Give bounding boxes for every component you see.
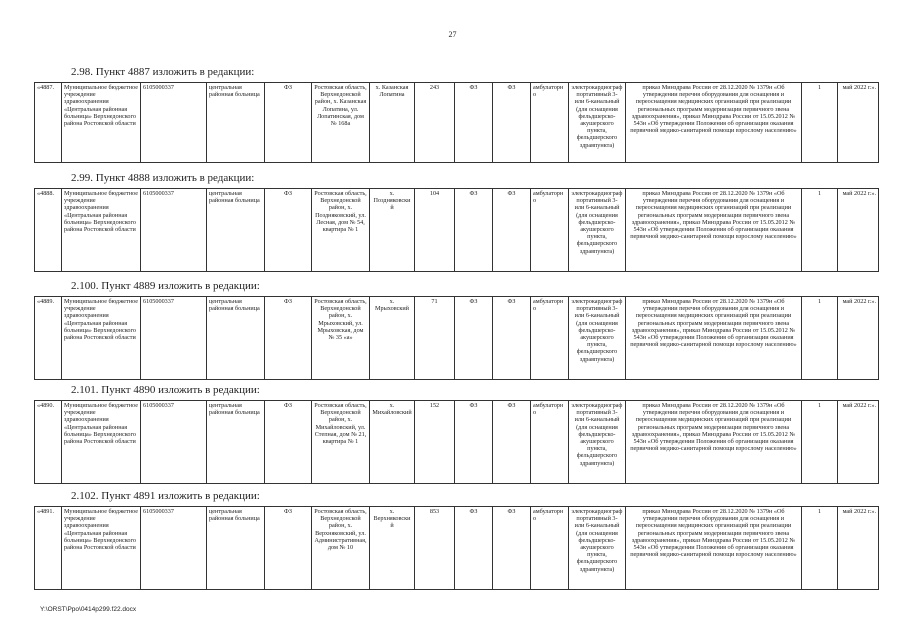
fz-mark-1-cell: ФЗ	[265, 83, 312, 163]
fz-mark-2-cell: ФЗ	[455, 297, 493, 380]
fz-mark-2-cell: ФЗ	[455, 83, 493, 163]
fz-mark-1-cell: ФЗ	[265, 189, 312, 272]
population-cell: 104	[415, 189, 455, 272]
fz-mark-2-cell: ФЗ	[455, 507, 493, 590]
fz-mark-1-cell: ФЗ	[265, 507, 312, 590]
facility-type-cell: центральная районная больница	[207, 507, 265, 590]
file-path-footer: Y:\ORST\Ppo\0414p299.f22.docx	[40, 606, 137, 613]
population-cell: 152	[415, 401, 455, 484]
legal-basis-cell: приказ Минздрава России от 28.12.2020 № 1379н «Об утверждении перечня оборудования для оснащения и переоснащения медицинских организаций при реализации региональных программ модернизации первичного звена здравоохранения», приказ Минздрава России от 15.05.2012 № 543н «Об утверждении Положения об организации оказания первичной медико-санитарной помощи взрослому населению»	[626, 83, 802, 163]
care-form-cell: амбулаторно	[531, 83, 569, 163]
amendment-table	[34, 188, 879, 272]
quantity-cell: 1	[802, 401, 838, 484]
item-number-cell: «4887.	[35, 83, 62, 163]
facility-type-cell: центральная районная больница	[207, 297, 265, 380]
facility-type-cell: центральная районная больница	[207, 189, 265, 272]
fz-mark-1-cell: ФЗ	[265, 297, 312, 380]
locality-cell: х. Мрыховский	[370, 297, 415, 380]
item-number-cell: «4891.	[35, 507, 62, 590]
amendment-table	[34, 82, 879, 163]
equipment-cell: электрокардиограф портативный 3- или 6-канальный (для оснащения фельдшерско-акушерского пункта, фельдшерского здравпункта)	[569, 401, 626, 484]
legal-basis-cell: приказ Минздрава России от 28.12.2020 № 1379н «Об утверждении перечня оборудования для оснащения и переоснащения медицинских организаций при реализации региональных программ модернизации первичного звена здравоохранения», приказ Минздрава России от 15.05.2012 № 543н «Об утверждении Положения об организации оказания первичной медико-санитарной помощи взрослому населению»	[626, 189, 802, 272]
legal-basis-cell: приказ Минздрава России от 28.12.2020 № 1379н «Об утверждении перечня оборудования для оснащения и переоснащения медицинских организаций при реализации региональных программ модернизации первичного звена здравоохранения», приказ Минздрава России от 15.05.2012 № 543н «Об утверждении Положения об организации оказания первичной медико-санитарной помощи взрослому населению»	[626, 401, 802, 484]
legal-basis-cell: приказ Минздрава России от 28.12.2020 № 1379н «Об утверждении перечня оборудования для оснащения и переоснащения медицинских организаций при реализации региональных программ модернизации первичного звена здравоохранения», приказ Минздрава России от 15.05.2012 № 543н «Об утверждении Положения об организации оказания первичной медико-санитарной помощи взрослому населению»	[626, 507, 802, 590]
care-form-cell: амбулаторно	[531, 507, 569, 590]
deadline-cell: май 2022 г.».	[838, 507, 879, 590]
address-cell: Ростовская область, Верхнедонской район, х. Михайловский, ул. Степная, дом № 21, квартира № 1	[312, 401, 370, 484]
locality-cell: х. Поздняковский	[370, 189, 415, 272]
quantity-cell: 1	[802, 83, 838, 163]
fz-mark-1-cell: ФЗ	[265, 401, 312, 484]
address-cell: Ростовская область, Верхнедонской район, х. Мрыховский, ул. Мрыховская, дом № 35 «а»	[312, 297, 370, 380]
address-cell: Ростовская область, Верхнедонской район, х. Верхняковский, ул. Административная, дом № 10	[312, 507, 370, 590]
care-form-cell: амбулаторно	[531, 189, 569, 272]
equipment-cell: электрокардиограф портативный 3- или 6-канальный (для оснащения фельдшерско-акушерского пункта, фельдшерского здравпункта)	[569, 507, 626, 590]
fz-mark-2-cell: ФЗ	[455, 401, 493, 484]
fz-mark-3-cell: ФЗ	[493, 83, 531, 163]
facility-type-cell: центральная районная больница	[207, 401, 265, 484]
amendment-table	[34, 506, 879, 590]
quantity-cell: 1	[802, 297, 838, 380]
item-number-cell: «4888.	[35, 189, 62, 272]
table-row	[35, 297, 879, 380]
fz-mark-3-cell: ФЗ	[493, 297, 531, 380]
section-heading: 2.102. Пункт 4891 изложить в редакции:	[71, 490, 260, 502]
item-number-cell: «4890.	[35, 401, 62, 484]
locality-cell: х. Михайловский	[370, 401, 415, 484]
quantity-cell: 1	[802, 189, 838, 272]
item-number-cell: «4889.	[35, 297, 62, 380]
amendment-table	[34, 400, 879, 484]
section-heading: 2.99. Пункт 4888 изложить в редакции:	[71, 172, 255, 184]
equipment-cell: электрокардиограф портативный 3- или 6-канальный (для оснащения фельдшерско-акушерского пункта, фельдшерского здравпункта)	[569, 189, 626, 272]
deadline-cell: май 2022 г.».	[838, 297, 879, 380]
section-heading: 2.98. Пункт 4887 изложить в редакции:	[71, 66, 255, 78]
inn-code-cell: 6105000337	[141, 189, 207, 272]
table-row	[35, 83, 879, 163]
equipment-cell: электрокардиограф портативный 3- или 6-канальный (для оснащения фельдшерско-акушерского пункта, фельдшерского здравпункта)	[569, 83, 626, 163]
table-row	[35, 189, 879, 272]
organization-name-cell: Муниципальное бюджетное учреждение здравоохранения «Центральная районная больница» Верхнедонского района Ростовской области	[62, 507, 141, 590]
care-form-cell: амбулаторно	[531, 297, 569, 380]
locality-cell: х. Казанская Лопатина	[370, 83, 415, 163]
legal-basis-cell: приказ Минздрава России от 28.12.2020 № 1379н «Об утверждении перечня оборудования для оснащения и переоснащения медицинских организаций при реализации региональных программ модернизации первичного звена здравоохранения», приказ Минздрава России от 15.05.2012 № 543н «Об утверждении Положения об организации оказания первичной медико-санитарной помощи взрослому населению»	[626, 297, 802, 380]
section-heading: 2.100. Пункт 4889 изложить в редакции:	[71, 280, 260, 292]
inn-code-cell: 6105000337	[141, 507, 207, 590]
equipment-cell: электрокардиограф портативный 3- или 6-канальный (для оснащения фельдшерско-акушерского пункта, фельдшерского здравпункта)	[569, 297, 626, 380]
organization-name-cell: Муниципальное бюджетное учреждение здравоохранения «Центральная районная больница» Верхнедонского района Ростовской области	[62, 297, 141, 380]
inn-code-cell: 6105000337	[141, 297, 207, 380]
organization-name-cell: Муниципальное бюджетное учреждение здравоохранения «Центральная районная больница» Верхнедонского района Ростовской области	[62, 401, 141, 484]
care-form-cell: амбулаторно	[531, 401, 569, 484]
fz-mark-2-cell: ФЗ	[455, 189, 493, 272]
inn-code-cell: 6105000337	[141, 401, 207, 484]
table-row	[35, 401, 879, 484]
fz-mark-3-cell: ФЗ	[493, 189, 531, 272]
deadline-cell: май 2022 г.».	[838, 401, 879, 484]
population-cell: 243	[415, 83, 455, 163]
locality-cell: х. Верхняковский	[370, 507, 415, 590]
section-heading: 2.101. Пункт 4890 изложить в редакции:	[71, 384, 260, 396]
facility-type-cell: центральная районная больница	[207, 83, 265, 163]
address-cell: Ростовская область, Верхнедонской район, х. Казанская Лопатина, ул. Лопатинская, дом № 168а	[312, 83, 370, 163]
amendment-table	[34, 296, 879, 380]
organization-name-cell: Муниципальное бюджетное учреждение здравоохранения «Центральная районная больница» Верхнедонского района Ростовской области	[62, 189, 141, 272]
inn-code-cell: 6105000337	[141, 83, 207, 163]
population-cell: 853	[415, 507, 455, 590]
table-row	[35, 507, 879, 590]
organization-name-cell: Муниципальное бюджетное учреждение здравоохранения «Центральная районная больница» Верхнедонского района Ростовской области	[62, 83, 141, 163]
fz-mark-3-cell: ФЗ	[493, 401, 531, 484]
fz-mark-3-cell: ФЗ	[493, 507, 531, 590]
deadline-cell: май 2022 г.».	[838, 83, 879, 163]
page-number: 27	[448, 30, 457, 39]
address-cell: Ростовская область, Верхнедонской район, х. Поздняковский, ул. Лесная, дом № 54, квартира № 1	[312, 189, 370, 272]
quantity-cell: 1	[802, 507, 838, 590]
deadline-cell: май 2022 г.».	[838, 189, 879, 272]
population-cell: 71	[415, 297, 455, 380]
